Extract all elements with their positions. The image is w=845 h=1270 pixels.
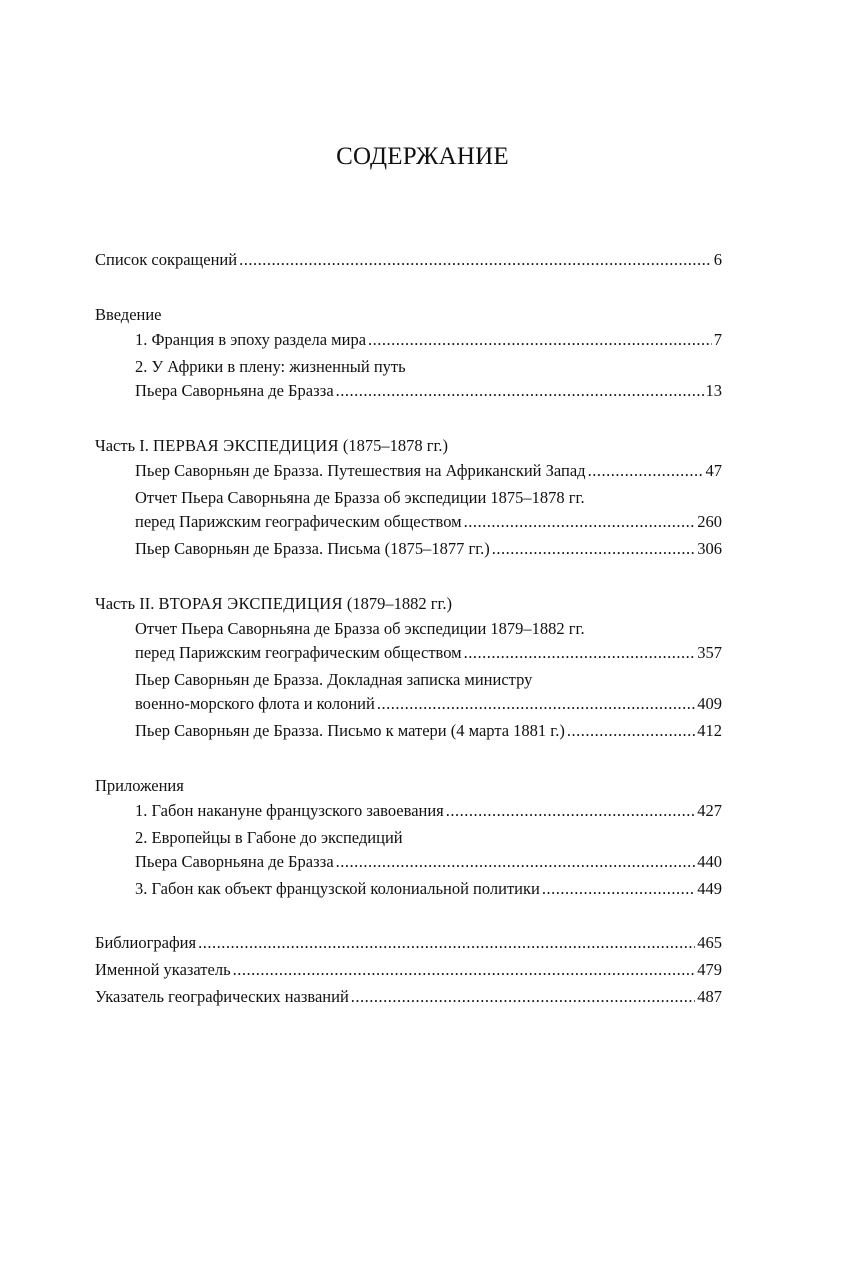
toc-entry-label: Именной указатель	[95, 960, 231, 979]
dot-leader	[567, 719, 695, 743]
toc-page-number: 449	[697, 879, 722, 898]
toc-entry-label: Пьер Саворньян де Бразза. Письмо к матери (4 марта 1881 г.)	[135, 721, 565, 740]
toc-section-part1	[95, 433, 722, 561]
toc-entry-abbreviations[interactable]	[95, 248, 722, 272]
part1-heading-prefix: Часть I.	[95, 436, 153, 455]
toc-page-number: 465	[697, 933, 722, 952]
toc-page-number: 13	[705, 381, 722, 400]
toc-page-number: 47	[705, 461, 722, 480]
toc-page-number: 427	[697, 801, 722, 820]
part2-heading-title: ВТОРАЯ ЭКСПЕДИЦИЯ	[158, 594, 343, 613]
page-title: СОДЕРЖАНИЕ	[336, 143, 509, 170]
toc-entry-label: Указатель географических названий	[95, 987, 349, 1006]
toc-entry[interactable]	[95, 799, 722, 823]
part2-heading-prefix: Часть II.	[95, 594, 159, 613]
toc-page-number: 479	[697, 960, 722, 979]
toc-entry[interactable]	[95, 877, 722, 901]
toc-page-number: 7	[713, 330, 722, 349]
toc-entry-label: Пьер Саворньян де Бразза. Письма (1875–1877 гг.)	[135, 539, 490, 558]
section-heading-part1	[95, 433, 722, 459]
toc-section-part2	[95, 591, 722, 743]
dot-leader	[588, 459, 704, 483]
toc-entry[interactable]	[95, 459, 722, 483]
toc-entry-label: Библиография	[95, 933, 197, 952]
dot-leader	[239, 248, 712, 272]
toc-section-backmatter	[95, 931, 722, 1009]
toc-entry[interactable]	[95, 355, 722, 403]
dot-leader	[464, 510, 696, 534]
toc-entry-label: 1. Франция в эпоху раздела мира	[135, 330, 367, 349]
toc-entry-geographic-index[interactable]	[95, 985, 722, 1009]
section-heading-appendices: Приложения	[95, 776, 184, 795]
dot-leader	[336, 379, 704, 403]
toc-entry[interactable]	[95, 668, 722, 716]
toc-section-appendices	[95, 773, 722, 901]
toc-section-introduction	[95, 302, 722, 403]
toc-page-number: 412	[697, 721, 722, 740]
part1-heading-years: (1875–1878 гг.)	[338, 436, 449, 455]
section-heading-part2	[95, 591, 722, 617]
dot-leader	[542, 877, 695, 901]
toc-entry-label-line1: 2. Европейцы в Габоне до экспедиций	[135, 828, 403, 847]
dot-leader	[446, 799, 695, 823]
dot-leader	[351, 985, 695, 1009]
dot-leader	[464, 641, 696, 665]
toc-entry-name-index[interactable]	[95, 958, 722, 982]
toc-page-number: 306	[697, 539, 722, 558]
toc-entry[interactable]	[95, 486, 722, 534]
section-heading-introduction: Введение	[95, 305, 162, 324]
toc-section-abbreviations	[95, 248, 722, 272]
toc-entry-label-line2: перед Парижским географическим обществом	[135, 643, 462, 662]
toc-entry-label-line2: перед Парижским географическим обществом	[135, 512, 462, 531]
toc-entry[interactable]	[95, 328, 722, 352]
dot-leader	[368, 328, 712, 352]
toc-entry-label: 1. Габон накануне французского завоевания	[135, 801, 444, 820]
toc-page-number: 440	[697, 852, 722, 871]
toc-entry-label: Пьер Саворньян де Бразза. Путешествия на Африканский Запад	[135, 461, 586, 480]
toc-entry[interactable]	[95, 617, 722, 665]
toc-entry-label: Список сокращений	[95, 250, 238, 269]
toc-entry-bibliography[interactable]	[95, 931, 722, 955]
toc-page-number: 260	[697, 512, 722, 531]
toc-entry[interactable]	[95, 719, 722, 743]
part2-heading-years: (1879–1882 гг.)	[342, 594, 453, 613]
toc-page-number: 487	[697, 987, 722, 1006]
dot-leader	[198, 931, 695, 955]
part1-heading-title: ПЕРВАЯ ЭКСПЕДИЦИЯ	[152, 436, 339, 455]
dot-leader	[492, 537, 695, 561]
toc-page-number: 409	[697, 694, 722, 713]
dot-leader	[336, 850, 696, 874]
toc-entry-label-line1: Пьер Саворньян де Бразза. Докладная записка министру	[135, 670, 533, 689]
toc-entry[interactable]	[95, 537, 722, 561]
toc-entry-label-line2: Пьера Саворньяна де Бразза	[135, 381, 334, 400]
toc-entry[interactable]	[95, 826, 722, 874]
toc-entry-label-line1: Отчет Пьера Саворньяна де Бразза об экспедиции 1875–1878 гг.	[135, 488, 585, 507]
dot-leader	[377, 692, 695, 716]
dot-leader	[233, 958, 696, 982]
toc-entry-label-line1: Отчет Пьера Саворньяна де Бразза об экспедиции 1879–1882 гг.	[135, 619, 585, 638]
toc-page-number: 6	[713, 250, 722, 269]
toc-entry-label: 3. Габон как объект французской колониальной политики	[135, 879, 540, 898]
toc-entry-label-line1: 2. У Африки в плену: жизненный путь	[135, 357, 406, 376]
toc-page-number: 357	[697, 643, 722, 662]
toc-entry-label-line2: Пьера Саворньяна де Бразза	[135, 852, 334, 871]
toc-entry-label-line2: военно-морского флота и колоний	[135, 694, 375, 713]
table-of-contents	[95, 248, 722, 1009]
